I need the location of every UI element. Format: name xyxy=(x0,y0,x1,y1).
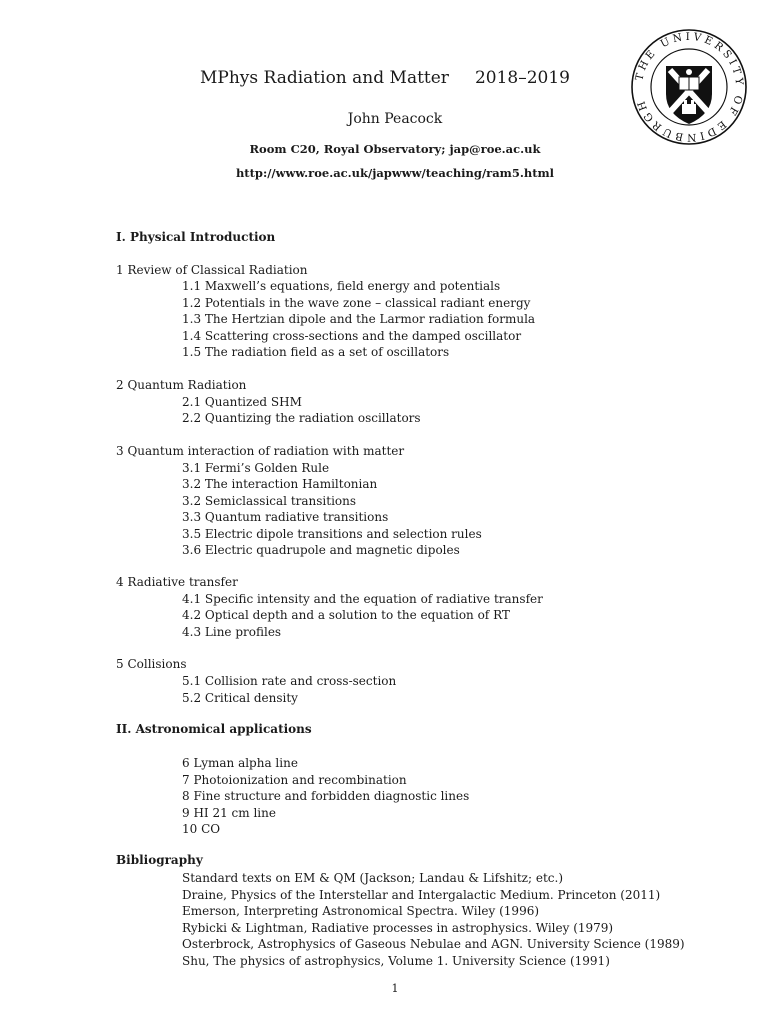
subsection-item: 3.2 Semiclassical transitions xyxy=(182,493,357,508)
subsection-item: 3.1 Fermi’s Golden Rule xyxy=(182,460,330,475)
seal-text: THE UNIVERSITY OF EDINBURGH xyxy=(633,30,746,144)
subsection-item: 2.1 Quantized SHM xyxy=(182,394,302,409)
section-heading-astronomical-applications: II. Astronomical applications xyxy=(116,722,312,736)
chapter-title: 1 Review of Classical Radiation xyxy=(116,263,308,277)
subsection-item: 1.3 The Hertzian dipole and the Larmor radiation formula xyxy=(182,312,536,326)
subsection-item: 3.6 Electric quadrupole and magnetic dipoles xyxy=(182,543,460,557)
bibliography-entry: Osterbrock, Astrophysics of Gaseous Nebulae and AGN. University Science (1989) xyxy=(182,937,685,951)
academic-year: 2018–2019 xyxy=(474,68,570,88)
university-seal-logo xyxy=(630,28,748,146)
course-title: MPhys Radiation and Matter xyxy=(200,68,449,88)
chapter-title: 2 Quantum Radiation xyxy=(116,378,247,392)
chapter-item: 10 CO xyxy=(182,822,221,836)
section-heading-bibliography: Bibliography xyxy=(116,853,203,867)
chapter-item: 8 Fine structure and forbidden diagnostic lines xyxy=(182,789,470,803)
bibliography-entry: Emerson, Interpreting Astronomical Spectra. Wiley (1996) xyxy=(182,904,540,918)
subsection-item: 3.2 The interaction Hamiltonian xyxy=(182,477,378,491)
subsection-item: 5.1 Collision rate and cross-section xyxy=(182,674,397,688)
subsection-item: 2.2 Quantizing the radiation oscillators xyxy=(182,411,421,425)
subsection-item: 3.5 Electric dipole transitions and selection rules xyxy=(182,526,482,541)
author-name: John Peacock xyxy=(347,111,443,127)
bibliography-entry: Standard texts on EM & QM (Jackson; Landau & Lifshitz; etc.) xyxy=(182,871,563,885)
chapter-item: 9 HI 21 cm line xyxy=(182,805,276,820)
subsection-item: 1.1 Maxwell’s equations, field energy and potentials xyxy=(182,279,501,293)
subsection-item: 1.2 Potentials in the wave zone – classical radiant energy xyxy=(182,295,531,310)
section-heading-physical-introduction: I. Physical Introduction xyxy=(116,230,276,244)
document-title xyxy=(200,68,570,88)
bibliography-entry: Shu, The physics of astrophysics, Volume 1. University Science (1991) xyxy=(182,953,610,968)
chapter-title: 5 Collisions xyxy=(116,657,187,671)
page-number: 1 xyxy=(391,982,399,995)
chapter-item: 6 Lyman alpha line xyxy=(182,756,298,770)
bibliography-entry: Rybicki & Lightman, Radiative processes in astrophysics. Wiley (1979) xyxy=(182,920,614,935)
chapter-title: 3 Quantum interaction of radiation with matter xyxy=(116,444,405,458)
subsection-item: 1.4 Scattering cross-sections and the damped oscillator xyxy=(182,328,522,343)
subsection-item: 4.3 Line profiles xyxy=(182,624,282,639)
course-url: http://www.roe.ac.uk/japwww/teaching/ram5.html xyxy=(235,166,555,180)
subsection-item: 4.1 Specific intensity and the equation of radiative transfer xyxy=(182,591,543,606)
bibliography-entry: Draine, Physics of the Interstellar and Intergalactic Medium. Princeton (2011) xyxy=(182,887,661,902)
contact-line: Room C20, Royal Observatory; jap@roe.ac.uk xyxy=(249,142,541,156)
chapter-title: 4 Radiative transfer xyxy=(116,575,238,589)
chapter-item: 7 Photoionization and recombination xyxy=(182,772,407,787)
subsection-item: 4.2 Optical depth and a solution to the equation of RT xyxy=(182,608,510,622)
subsection-item: 5.2 Critical density xyxy=(182,690,298,705)
subsection-item: 1.5 The radiation field as a set of oscillators xyxy=(182,345,450,359)
subsection-item: 3.3 Quantum radiative transitions xyxy=(182,510,389,524)
